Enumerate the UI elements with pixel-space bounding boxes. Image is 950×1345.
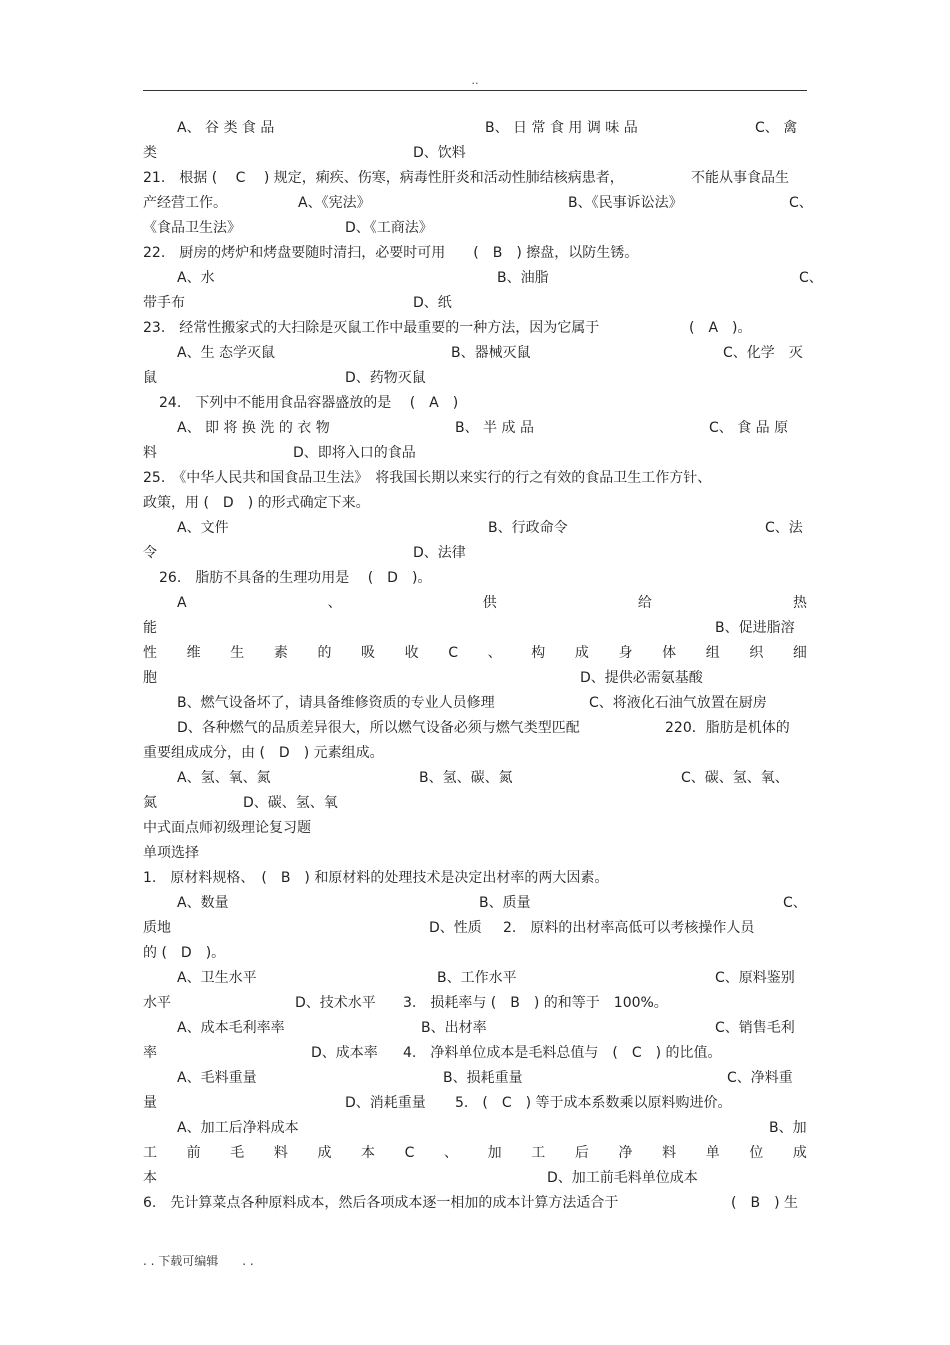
text-line bbox=[143, 616, 807, 641]
text-segment: 能 bbox=[143, 620, 157, 636]
text-segment: B、出材率 bbox=[421, 1020, 487, 1036]
text-segment: D、饮料 bbox=[413, 145, 466, 161]
text-segment: 料 bbox=[662, 1145, 677, 1161]
text-segment: 23. 经常性搬家式的大扫除是灭鼠工作中最重要的一种方法，因为它属于 bbox=[143, 320, 600, 336]
text-segment: 收 bbox=[404, 645, 419, 661]
text-line bbox=[143, 366, 807, 391]
text-segment: C、 bbox=[783, 895, 807, 911]
text-segment: A bbox=[177, 595, 187, 611]
text-segment: 产经营工作。 bbox=[143, 195, 227, 211]
text-line bbox=[143, 866, 807, 891]
text-line bbox=[143, 816, 807, 841]
text-segment: D、性质 bbox=[429, 920, 482, 936]
text-segment: 25. 《中华人民共和国食品卫生法》 将我国长期以来实行的行之有效的食品卫生工作方针、 bbox=[143, 470, 712, 486]
text-segment: 胞 bbox=[143, 670, 157, 686]
text-segment: 工 bbox=[531, 1145, 546, 1161]
text-segment: B、行政命令 bbox=[488, 520, 568, 536]
text-line bbox=[143, 941, 807, 966]
text-segment: 单 bbox=[705, 1145, 720, 1161]
text-segment: B、《民事诉讼法》 bbox=[568, 195, 683, 211]
text-line bbox=[143, 241, 807, 266]
text-segment: D、提供必需氨基酸 bbox=[580, 670, 703, 686]
text-line bbox=[143, 716, 807, 741]
text-segment: A、加工后净料成本 bbox=[177, 1120, 299, 1136]
text-line bbox=[143, 691, 807, 716]
text-line bbox=[143, 341, 807, 366]
text-line bbox=[143, 191, 813, 216]
text-segment: D、药物灭鼠 bbox=[345, 370, 426, 386]
text-segment: A、氢、氧、氮 bbox=[177, 770, 271, 786]
text-line bbox=[143, 491, 807, 516]
document-body bbox=[143, 116, 823, 1216]
text-segment: 220．脂肪是机体的 bbox=[665, 720, 790, 736]
text-segment: 、 bbox=[444, 1145, 459, 1161]
text-segment: 的 bbox=[317, 645, 332, 661]
text-segment: 5. ( C ) 等于成本系数乘以原料购进价。 bbox=[455, 1095, 732, 1111]
text-segment: 2. 原料的出材率高低可以考核操作人员 bbox=[503, 920, 755, 936]
text-segment: A、数量 bbox=[177, 895, 229, 911]
text-segment: D、技术水平 bbox=[295, 995, 376, 1011]
text-segment: C、碳、氢、氧、 bbox=[681, 770, 789, 786]
text-line bbox=[143, 441, 807, 466]
text-segment: C bbox=[448, 645, 459, 661]
text-segment: D、各种燃气的品质差异很大，所以燃气设备必须与燃气类型匹配 bbox=[177, 720, 580, 736]
text-line bbox=[143, 641, 807, 666]
text-line bbox=[143, 966, 807, 991]
text-segment: 令 bbox=[143, 545, 157, 561]
text-segment: B、质量 bbox=[479, 895, 531, 911]
text-segment: C、 禽 bbox=[755, 120, 798, 136]
section-subtitle: 单项选择 bbox=[143, 845, 199, 861]
text-line bbox=[143, 116, 807, 141]
text-segment: D、成本率 bbox=[311, 1045, 378, 1061]
text-segment: 组 bbox=[705, 645, 720, 661]
text-segment: 后 bbox=[574, 1145, 589, 1161]
text-segment: C、原料鉴别 bbox=[715, 970, 795, 986]
text-segment: B、促进脂溶 bbox=[715, 620, 795, 636]
text-segment: A、水 bbox=[177, 270, 215, 286]
text-segment: A、成本毛利率率 bbox=[177, 1020, 285, 1036]
text-segment: 的 ( D )。 bbox=[143, 945, 226, 961]
section-title: 中式面点师初级理论复习题 bbox=[143, 820, 311, 836]
text-line bbox=[143, 916, 807, 941]
text-line bbox=[143, 1191, 807, 1216]
text-segment: 体 bbox=[662, 645, 677, 661]
text-segment: A、文件 bbox=[177, 520, 229, 536]
text-segment: 位 bbox=[749, 1145, 764, 1161]
text-segment: 净 bbox=[618, 1145, 633, 1161]
text-segment: 4. 净料单位成本是毛料总值与 ( C ) 的比值。 bbox=[403, 1045, 722, 1061]
header-rule bbox=[143, 90, 807, 91]
text-segment: 织 bbox=[749, 645, 764, 661]
text-line bbox=[143, 466, 807, 491]
text-segment: 成 bbox=[574, 645, 589, 661]
text-segment: B、 半 成 品 bbox=[455, 420, 534, 436]
text-segment: 维 bbox=[186, 645, 201, 661]
text-segment: B、器械灭鼠 bbox=[451, 345, 531, 361]
text-segment: 《食品卫生法》 bbox=[143, 220, 241, 236]
text-segment: 素 bbox=[273, 645, 288, 661]
text-segment: A、毛料重量 bbox=[177, 1070, 257, 1086]
text-segment: C、法 bbox=[765, 520, 803, 536]
text-segment: C、 bbox=[799, 270, 823, 286]
text-segment: A、卫生水平 bbox=[177, 970, 257, 986]
text-segment: C、净料重 bbox=[727, 1070, 793, 1086]
text-segment: C、 食 品 原 bbox=[709, 420, 789, 436]
text-segment: ( B ) 生 bbox=[731, 1195, 798, 1211]
text-line bbox=[143, 766, 807, 791]
text-segment: 22. 厨房的烤炉和烤盘要随时清扫，必要时可用 ( B ) 擦盘，以防生锈。 bbox=[143, 245, 639, 261]
text-segment: 鼠 bbox=[143, 370, 157, 386]
text-line bbox=[143, 591, 807, 616]
text-segment: D、即将入口的食品 bbox=[293, 445, 416, 461]
text-segment: 毛 bbox=[230, 1145, 245, 1161]
text-segment: 工 bbox=[143, 1145, 157, 1161]
text-segment: 类 bbox=[143, 145, 157, 161]
text-segment: D、碳、氢、氧 bbox=[243, 795, 338, 811]
text-segment: C、销售毛利 bbox=[715, 1020, 795, 1036]
text-segment: 26. 脂肪不具备的生理功用是 ( D )。 bbox=[159, 570, 432, 586]
text-segment: 料 bbox=[143, 445, 157, 461]
text-segment: 21. 根据 ( C ) 规定，痢疾、伤寒，病毒性肝炎和活动性肺结核病患者， bbox=[143, 170, 624, 186]
footer-note: . . 下载可编辑 . . bbox=[143, 1254, 254, 1268]
text-segment: 24. 下列中不能用食品容器盛放的是 ( A ) bbox=[159, 395, 459, 411]
text-line bbox=[143, 991, 807, 1016]
text-line bbox=[143, 1041, 807, 1066]
text-segment: D、纸 bbox=[413, 295, 452, 311]
text-segment: 本 bbox=[361, 1145, 376, 1161]
header-mark: .. bbox=[471, 74, 479, 87]
text-segment: C、化学 灭 bbox=[723, 345, 803, 361]
text-line bbox=[143, 1091, 807, 1116]
text-line bbox=[143, 266, 823, 291]
text-segment: 加 bbox=[487, 1145, 502, 1161]
text-line bbox=[143, 1141, 807, 1166]
text-segment: C bbox=[404, 1145, 415, 1161]
text-line bbox=[143, 291, 807, 316]
text-segment: 量 bbox=[143, 1095, 157, 1111]
text-segment: 带手布 bbox=[143, 295, 185, 311]
text-segment: 生 bbox=[230, 645, 245, 661]
text-segment: 政策，用 ( D ) 的形式确定下来。 bbox=[143, 495, 370, 511]
text-line bbox=[143, 1116, 807, 1141]
text-line bbox=[143, 391, 807, 416]
text-segment: B、 日 常 食 用 调 味 品 bbox=[485, 120, 638, 136]
text-line bbox=[143, 541, 807, 566]
text-segment: 吸 bbox=[361, 645, 376, 661]
text-segment: A、生 态学灭鼠 bbox=[177, 345, 276, 361]
text-segment: A、 即 将 换 洗 的 衣 物 bbox=[177, 420, 330, 436]
text-segment: 1. 原材料规格、 ( B ) 和原材料的处理技术是决定出材率的两大因素。 bbox=[143, 870, 609, 886]
text-segment: C、将液化石油气放置在厨房 bbox=[589, 695, 767, 711]
text-segment: 给 bbox=[637, 595, 652, 611]
text-segment: B、损耗重量 bbox=[443, 1070, 523, 1086]
text-line bbox=[143, 1016, 807, 1041]
text-line bbox=[143, 791, 807, 816]
text-segment: D、加工前毛料单位成本 bbox=[547, 1170, 698, 1186]
text-segment: D、法律 bbox=[413, 545, 466, 561]
text-segment: 水平 bbox=[143, 995, 171, 1011]
text-line bbox=[143, 891, 807, 916]
text-segment: 、 bbox=[487, 645, 502, 661]
text-segment: 成 bbox=[317, 1145, 332, 1161]
text-segment: 6. 先计算菜点各种原料成本，然后各项成本逐一相加的成本计算方法适合于 bbox=[143, 1195, 619, 1211]
text-segment: B、加 bbox=[769, 1120, 807, 1136]
text-segment: A、《宪法》 bbox=[298, 195, 371, 211]
text-line bbox=[143, 741, 807, 766]
text-segment: 前 bbox=[186, 1145, 201, 1161]
text-segment: B、油脂 bbox=[497, 270, 549, 286]
text-segment: 身 bbox=[618, 645, 633, 661]
text-segment: 本 bbox=[143, 1170, 157, 1186]
text-segment: 不能从事食品生 bbox=[691, 170, 789, 186]
text-segment: C、 bbox=[789, 195, 813, 211]
text-line bbox=[143, 566, 807, 591]
text-segment: B、燃气设备坏了，请具备维修资质的专业人员修理 bbox=[177, 695, 495, 711]
text-segment: 热 bbox=[792, 595, 807, 611]
text-line bbox=[143, 841, 807, 866]
text-line bbox=[143, 316, 807, 341]
text-line bbox=[143, 1066, 807, 1091]
text-line bbox=[143, 1166, 807, 1191]
text-line bbox=[143, 166, 807, 191]
text-segment: B、工作水平 bbox=[437, 970, 517, 986]
text-line bbox=[143, 516, 807, 541]
text-segment: 、 bbox=[327, 595, 342, 611]
text-segment: 质地 bbox=[143, 920, 171, 936]
text-segment: 3. 损耗率与 ( B ) 的和等于 100%。 bbox=[403, 995, 668, 1011]
text-segment: D、《工商法》 bbox=[345, 220, 433, 236]
text-segment: 重要组成成分，由 ( D ) 元素组成。 bbox=[143, 745, 384, 761]
text-segment: 细 bbox=[792, 645, 807, 661]
text-segment: 性 bbox=[143, 645, 157, 661]
text-segment: 供 bbox=[482, 595, 497, 611]
text-line bbox=[143, 416, 807, 441]
text-line bbox=[143, 216, 807, 241]
text-segment: D、消耗重量 bbox=[345, 1095, 426, 1111]
text-segment: 氮 bbox=[143, 795, 157, 811]
text-segment: ( A )。 bbox=[689, 320, 752, 336]
text-segment: 率 bbox=[143, 1045, 157, 1061]
text-segment: 构 bbox=[531, 645, 546, 661]
text-line bbox=[143, 141, 807, 166]
text-segment: A、 谷 类 食 品 bbox=[177, 120, 275, 136]
text-line bbox=[143, 666, 807, 691]
text-segment: B、氢、碳、氮 bbox=[419, 770, 513, 786]
text-segment: 成 bbox=[792, 1145, 807, 1161]
text-segment: 料 bbox=[273, 1145, 288, 1161]
